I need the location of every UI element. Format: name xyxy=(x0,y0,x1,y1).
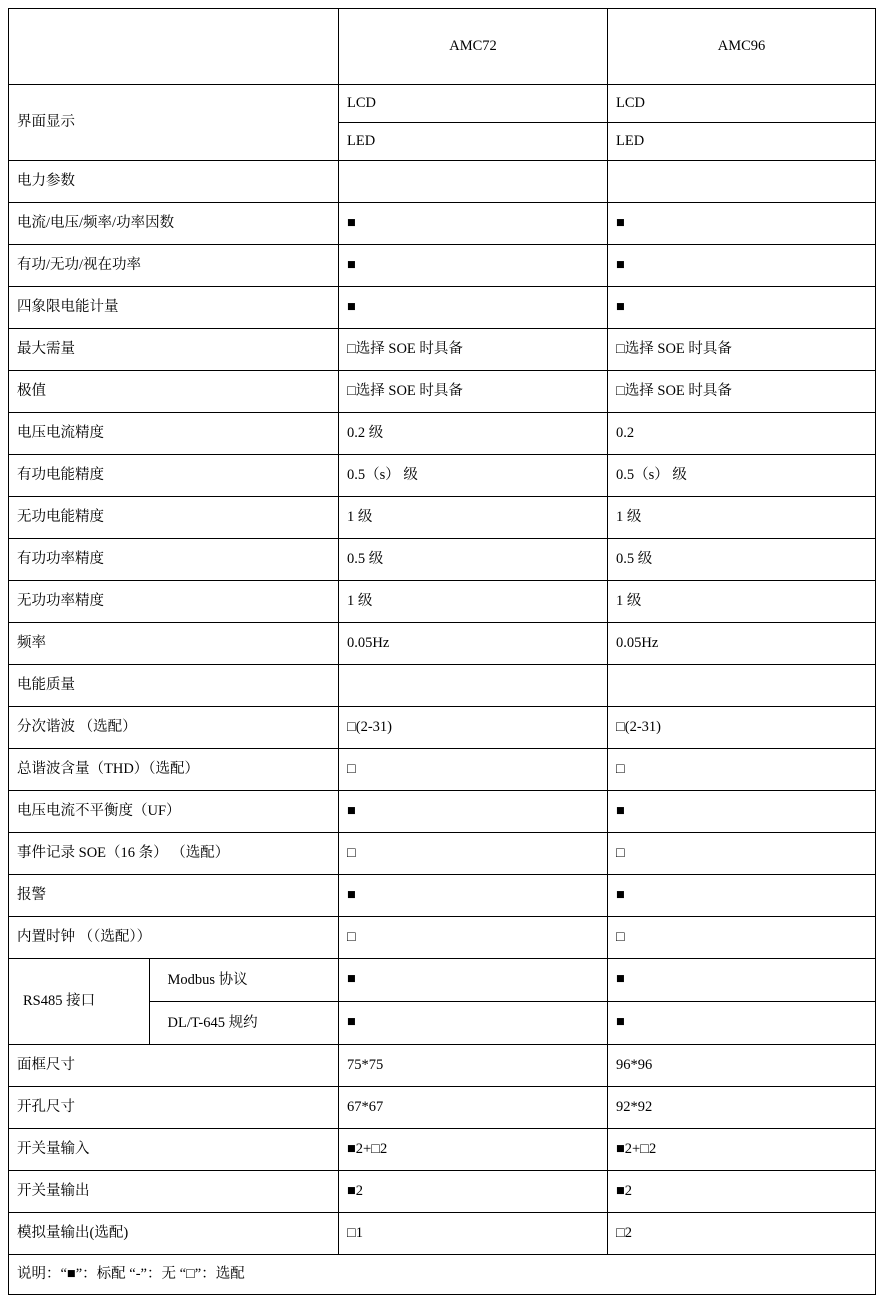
row-sublabel-modbus-protocol: Modbus 协议 xyxy=(150,959,339,1002)
cell-amc72-reactive-power-accuracy: 1 级 xyxy=(339,581,608,623)
table-header-row xyxy=(9,9,876,85)
cell-amc96-lcd: LCD xyxy=(608,85,876,123)
header-cell-amc96: AMC96 xyxy=(608,9,876,85)
cell-amc72-power-quality xyxy=(339,665,608,707)
table-row xyxy=(9,203,876,245)
cell-amc72-power-parameters xyxy=(339,161,608,203)
cell-amc96-individual-harmonics: □(2-31) xyxy=(608,707,876,749)
cell-amc96-active-reactive-apparent-power: ■ xyxy=(608,245,876,287)
row-label-individual-harmonics: 分次谐波 （选配） xyxy=(9,707,339,749)
cell-amc72-active-reactive-apparent-power: ■ xyxy=(339,245,608,287)
row-label-power-quality: 电能质量 xyxy=(9,665,339,707)
cell-amc72-dlt645: ■ xyxy=(339,1002,608,1045)
table-row xyxy=(9,1129,876,1171)
cell-amc96-power-parameters xyxy=(608,161,876,203)
row-label-four-quadrant-energy: 四象限电能计量 xyxy=(9,287,339,329)
table-row xyxy=(9,287,876,329)
row-label-current-voltage-frequency-pf: 电流/电压/频率/功率因数 xyxy=(9,203,339,245)
row-label-extreme-value: 极值 xyxy=(9,371,339,413)
cell-amc72-thd: □ xyxy=(339,749,608,791)
row-label-rs485-interface: RS485 接口 xyxy=(9,959,149,1044)
cell-amc96-power-quality xyxy=(608,665,876,707)
cell-amc96-dlt645: ■ xyxy=(608,1002,876,1045)
row-label-active-reactive-apparent-power: 有功/无功/视在功率 xyxy=(9,245,339,287)
cell-amc72-current-voltage-frequency-pf: ■ xyxy=(339,203,608,245)
cell-amc96-reactive-power-accuracy: 1 级 xyxy=(608,581,876,623)
cell-amc72-active-energy-accuracy: 0.5（s） 级 xyxy=(339,455,608,497)
table-row xyxy=(9,539,876,581)
cell-amc96-analog-output: □2 xyxy=(608,1213,876,1255)
table-row xyxy=(9,959,876,1002)
cell-amc72-digital-output: ■2 xyxy=(339,1171,608,1213)
table-row xyxy=(9,791,876,833)
cell-amc72-analog-output: □1 xyxy=(339,1213,608,1255)
row-label-max-demand: 最大需量 xyxy=(9,329,339,371)
header-cell-amc72: AMC72 xyxy=(339,9,608,85)
cell-amc96-alarm: ■ xyxy=(608,875,876,917)
table-row xyxy=(9,623,876,665)
cell-amc96-voltage-current-accuracy: 0.2 xyxy=(608,413,876,455)
cell-amc96-active-power-accuracy: 0.5 级 xyxy=(608,539,876,581)
cell-amc96-cutout-size: 92*92 xyxy=(608,1087,876,1129)
cell-amc72-bezel-size: 75*75 xyxy=(339,1045,608,1087)
cell-amc96-soe: □ xyxy=(608,833,876,875)
cell-amc72-lcd: LCD xyxy=(339,85,608,123)
table-row xyxy=(9,1171,876,1213)
header-cell-blank xyxy=(9,9,339,85)
row-sublabel-dlt645-protocol: DL/T-645 规约 xyxy=(167,1015,258,1031)
table-legend-note: 说明：“■”：标配 “-”：无 “□”：选配 xyxy=(9,1255,876,1295)
table-row xyxy=(9,161,876,203)
cell-amc72-individual-harmonics: □(2-31) xyxy=(339,707,608,749)
cell-amc96-frequency: 0.05Hz xyxy=(608,623,876,665)
cell-amc96-digital-output: ■2 xyxy=(608,1171,876,1213)
cell-amc96-unbalance-factor: ■ xyxy=(608,791,876,833)
row-label-interface-display: 界面显示 xyxy=(9,85,339,161)
cell-amc96-thd: □ xyxy=(608,749,876,791)
row-label-bezel-size: 面框尺寸 xyxy=(9,1045,339,1087)
cell-amc72-voltage-current-accuracy: 0.2 级 xyxy=(339,413,608,455)
row-label-voltage-current-accuracy: 电压电流精度 xyxy=(9,413,339,455)
row-label-rs485-interface-group xyxy=(9,959,339,1045)
cell-amc96-current-voltage-frequency-pf: ■ xyxy=(608,203,876,245)
cell-amc72-unbalance-factor: ■ xyxy=(339,791,608,833)
cell-amc72-max-demand: □选择 SOE 时具备 xyxy=(339,329,608,371)
table-row xyxy=(9,413,876,455)
cell-amc96-digital-input: ■2+□2 xyxy=(608,1129,876,1171)
cell-amc72-frequency: 0.05Hz xyxy=(339,623,608,665)
cell-amc96-reactive-energy-accuracy: 1 级 xyxy=(608,497,876,539)
row-label-builtin-clock: 内置时钟 （（选配）） xyxy=(9,917,339,959)
cell-amc72-extreme-value: □选择 SOE 时具备 xyxy=(339,371,608,413)
table-row xyxy=(9,1045,876,1087)
row-label-active-power-accuracy: 有功功率精度 xyxy=(9,539,339,581)
row-label-reactive-energy-accuracy: 无功电能精度 xyxy=(9,497,339,539)
cell-amc96-extreme-value: □选择 SOE 时具备 xyxy=(608,371,876,413)
table-row xyxy=(9,329,876,371)
row-label-unbalance-factor: 电压电流不平衡度（UF） xyxy=(9,791,339,833)
table-row xyxy=(9,497,876,539)
table-row xyxy=(9,875,876,917)
cell-amc72-led: LED xyxy=(339,123,608,161)
table-row xyxy=(9,665,876,707)
row-label-digital-input: 开关量输入 xyxy=(9,1129,339,1171)
cell-amc96-max-demand: □选择 SOE 时具备 xyxy=(608,329,876,371)
specification-table xyxy=(8,8,876,1295)
cell-amc72-reactive-energy-accuracy: 1 级 xyxy=(339,497,608,539)
row-label-reactive-power-accuracy: 无功功率精度 xyxy=(9,581,339,623)
cell-amc72-modbus: ■ xyxy=(339,959,608,1002)
cell-amc72-soe: □ xyxy=(339,833,608,875)
row-label-thd: 总谐波含量（THD）（选配） xyxy=(9,749,339,791)
table-row xyxy=(9,1213,876,1255)
table-row xyxy=(9,245,876,287)
cell-amc72-digital-input: ■2+□2 xyxy=(339,1129,608,1171)
cell-amc96-active-energy-accuracy: 0.5（s） 级 xyxy=(608,455,876,497)
table-row xyxy=(9,371,876,413)
cell-amc96-builtin-clock: □ xyxy=(608,917,876,959)
cell-amc72-builtin-clock: □ xyxy=(339,917,608,959)
table-row xyxy=(9,833,876,875)
document-page xyxy=(0,8,883,1282)
table-row xyxy=(9,85,876,123)
row-label-soe: 事件记录 SOE（16 条） （选配） xyxy=(9,833,339,875)
table-row xyxy=(9,917,876,959)
row-label-frequency: 频率 xyxy=(9,623,339,665)
cell-amc96-modbus: ■ xyxy=(608,959,876,1002)
cell-amc72-active-power-accuracy: 0.5 级 xyxy=(339,539,608,581)
table-row xyxy=(9,707,876,749)
cell-amc96-four-quadrant-energy: ■ xyxy=(608,287,876,329)
table-row xyxy=(9,1087,876,1129)
table-footer-row xyxy=(9,1255,876,1295)
row-label-cutout-size: 开孔尺寸 xyxy=(9,1087,339,1129)
cell-amc96-bezel-size: 96*96 xyxy=(608,1045,876,1087)
cell-amc96-led: LED xyxy=(608,123,876,161)
table-row xyxy=(9,749,876,791)
row-label-power-parameters: 电力参数 xyxy=(9,161,339,203)
cell-amc72-four-quadrant-energy: ■ xyxy=(339,287,608,329)
cell-amc72-cutout-size: 67*67 xyxy=(339,1087,608,1129)
row-label-active-energy-accuracy: 有功电能精度 xyxy=(9,455,339,497)
row-label-digital-output: 开关量输出 xyxy=(9,1171,339,1213)
table-row xyxy=(9,581,876,623)
row-label-alarm: 报警 xyxy=(9,875,339,917)
cell-amc72-alarm: ■ xyxy=(339,875,608,917)
table-row xyxy=(9,455,876,497)
row-label-analog-output: 模拟量输出(选配) xyxy=(9,1213,339,1255)
